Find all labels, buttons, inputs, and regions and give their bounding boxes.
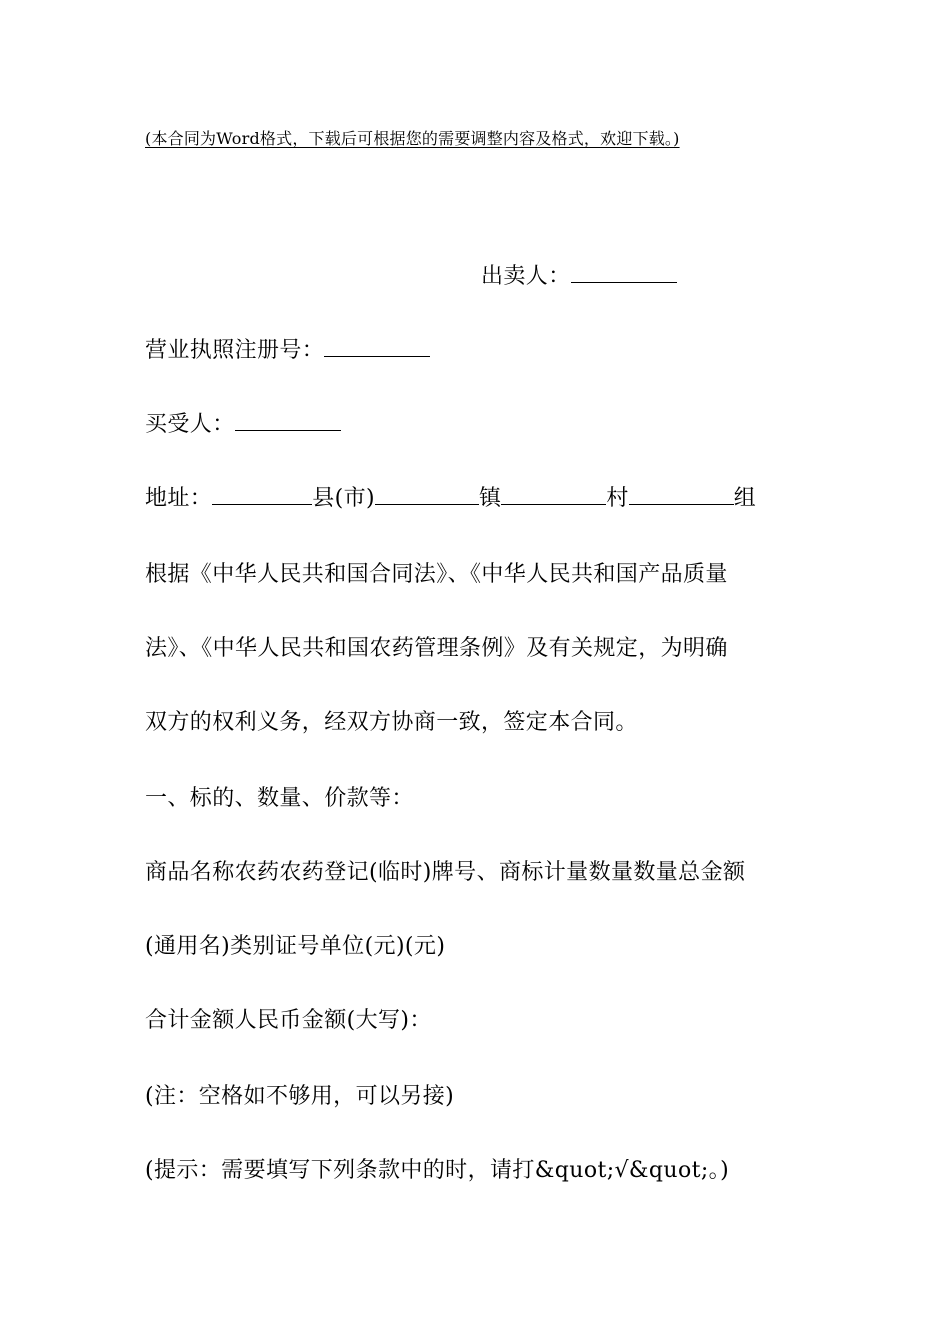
address-line [145, 484, 756, 514]
village-label: 村 [606, 486, 629, 511]
license-line [145, 336, 430, 366]
group-blank [629, 486, 734, 505]
seller-blank [571, 264, 677, 283]
county-label: 县(市) [312, 486, 375, 511]
seller-line [481, 262, 677, 292]
town-blank [375, 486, 479, 505]
total-amount-line: 合计金额人民币金额(大写)： [145, 1008, 432, 1033]
license-blank [324, 338, 430, 357]
section-one-heading: 一、标的、数量、价款等： [145, 786, 414, 811]
village-blank [501, 486, 606, 505]
paragraph-line-2: 法》、《中华人民共和国农药管理条例》及有关规定，为明确 [145, 636, 728, 661]
seller-label: 出卖人： [481, 264, 571, 289]
buyer-line [145, 410, 341, 440]
buyer-blank [235, 412, 341, 431]
town-label: 镇 [478, 486, 502, 511]
space-note-line: (注：空格如不够用，可以另接) [145, 1084, 455, 1109]
hint-line: (提示：需要填写下列条款中的时，请打&quot;√&quot;。) [145, 1158, 730, 1183]
group-label: 组 [733, 486, 757, 511]
table-header-line-1: 商品名称农药农药登记(临时)牌号、商标计量数量数量总金额 [145, 860, 746, 885]
buyer-label: 买受人： [145, 412, 235, 437]
paragraph-line-1: 根据《中华人民共和国合同法》、《中华人民共和国产品质量 [145, 562, 728, 587]
county-blank [212, 486, 312, 505]
table-header-line-2: (通用名)类别证号单位(元)(元) [145, 934, 446, 959]
download-note: (本合同为Word格式，下载后可根据您的需要调整内容及格式，欢迎下载。) [145, 129, 680, 148]
address-label: 地址： [145, 486, 213, 511]
paragraph-line-3: 双方的权利义务，经双方协商一致，签定本合同。 [145, 710, 638, 735]
license-label: 营业执照注册号： [145, 338, 325, 363]
